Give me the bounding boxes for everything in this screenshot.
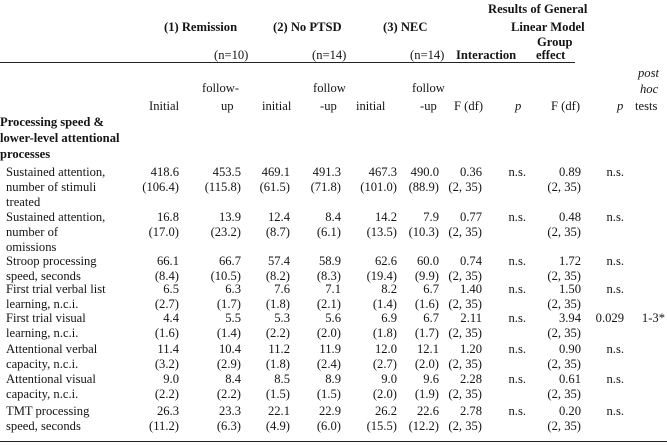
cell-group-effect-f: 0.20 — [558, 404, 581, 418]
cell-interaction-f-sd: (2, 35) — [448, 180, 482, 194]
cell-interaction-f: 2.78 — [459, 404, 482, 418]
cell-group-effect-p: 0.029 — [595, 311, 624, 325]
group-label: Group — [537, 35, 573, 49]
cell-interaction-f-sd: (2, 35) — [448, 326, 482, 340]
cell-interaction-f: 0.77 — [459, 210, 482, 224]
cell-initial-3-sd: (15.5) — [366, 419, 397, 433]
cell-followup-1: 10.4 — [218, 342, 241, 356]
cell-initial-3-sd: (1.4) — [372, 297, 397, 311]
cell-initial-3: 9.0 — [381, 372, 397, 386]
cell-followup-1-sd: (2.2) — [216, 387, 241, 401]
cell-interaction-p: n.s. — [508, 404, 526, 418]
n-group2: (n=14) — [312, 48, 347, 62]
cell-interaction-p: n.s. — [508, 165, 526, 179]
cell-followup-3-sd: (1.9) — [414, 387, 439, 401]
p-header-1: p — [515, 99, 522, 113]
cell-group-effect-f-sd: (2, 35) — [547, 357, 581, 371]
cell-followup-2-sd: (6.0) — [316, 419, 341, 433]
cell-initial-2-sd: (1.8) — [265, 297, 290, 311]
cell-followup-1-sd: (2.9) — [216, 357, 241, 371]
cell-followup-2-sd: (6.1) — [316, 225, 341, 239]
cell-followup-1-sd: (115.8) — [204, 180, 241, 194]
section-title-line2: lower-level attentional — [0, 131, 120, 145]
cell-group-effect-f: 0.61 — [558, 372, 581, 386]
cell-initial-1: 66.1 — [156, 254, 179, 268]
cell-initial-1-sd: (1.6) — [154, 326, 179, 340]
followup-header-1a: follow- — [202, 81, 240, 95]
cell-followup-2: 8.9 — [325, 372, 341, 386]
cell-initial-2: 22.1 — [267, 404, 290, 418]
cell-group-effect-p: n.s. — [606, 404, 624, 418]
followup-header-3b: -up — [420, 99, 437, 113]
cell-initial-3-sd: (2.0) — [372, 387, 397, 401]
cell-followup-1: 5.5 — [225, 311, 241, 325]
row-label: number of — [6, 225, 59, 239]
followup-header-3a: follow — [412, 81, 445, 95]
cell-followup-2: 5.6 — [325, 311, 341, 325]
cell-group-effect-p: n.s. — [606, 342, 624, 356]
cell-group-effect-p: n.s. — [606, 210, 624, 224]
initial-header-3: initial — [356, 99, 386, 113]
cell-followup-3: 22.6 — [416, 404, 439, 418]
cell-interaction-f: 0.36 — [459, 165, 482, 179]
cell-initial-1: 9.0 — [163, 372, 179, 386]
cell-group-effect-p: n.s. — [606, 165, 624, 179]
cell-initial-2-sd: (1.8) — [265, 357, 290, 371]
row-label: omissions — [6, 240, 57, 254]
cell-followup-1-sd: (6.3) — [216, 419, 241, 433]
cell-initial-1: 6.5 — [163, 282, 179, 296]
followup-header-2a: follow — [313, 81, 346, 95]
cell-interaction-f: 1.40 — [459, 282, 482, 296]
cell-initial-3: 8.2 — [381, 282, 397, 296]
cell-followup-3-sd: (9.9) — [414, 269, 439, 283]
bottom-rule — [0, 441, 667, 442]
cell-followup-3-sd: (10.3) — [408, 225, 439, 239]
cell-interaction-f: 0.74 — [459, 254, 482, 268]
cell-followup-3: 9.6 — [423, 372, 439, 386]
cell-interaction-f-sd: (2, 35) — [448, 297, 482, 311]
posthoc-header-line2: hoc — [640, 82, 659, 96]
cell-initial-2-sd: (1.5) — [265, 387, 290, 401]
cell-initial-3-sd: (19.4) — [366, 269, 397, 283]
cell-initial-1: 418.6 — [150, 165, 179, 179]
cell-initial-3-sd: (101.0) — [360, 180, 397, 194]
cell-followup-3: 7.9 — [423, 210, 439, 224]
cell-interaction-f: 1.20 — [459, 342, 482, 356]
initial-header-2: initial — [262, 99, 292, 113]
row-label: Sustained attention, — [6, 210, 106, 224]
cell-initial-1-sd: (8.4) — [154, 269, 179, 283]
cell-followup-2: 8.4 — [325, 210, 341, 224]
cell-followup-2-sd: (8.3) — [316, 269, 341, 283]
followup-header-2b: -up — [320, 99, 337, 113]
cell-followup-2: 7.1 — [325, 282, 341, 296]
cell-interaction-p: n.s. — [508, 282, 526, 296]
cell-followup-2: 22.9 — [318, 404, 341, 418]
cell-initial-3-sd: (2.7) — [372, 357, 397, 371]
cell-initial-3: 14.2 — [374, 210, 397, 224]
results-title-line2: Linear Model — [511, 20, 585, 34]
cell-initial-1-sd: (2.2) — [154, 387, 179, 401]
cell-group-effect-f: 0.89 — [558, 165, 581, 179]
cell-interaction-p: n.s. — [508, 342, 526, 356]
cell-interaction-f: 2.28 — [459, 372, 482, 386]
group2-header: (2) No PTSD — [273, 20, 342, 34]
cell-initial-2: 8.5 — [274, 372, 290, 386]
row-label: Sustained attention, — [6, 165, 106, 179]
section-title-line3: processes — [0, 147, 51, 161]
f-df-header-1: F (df) — [454, 99, 484, 113]
cell-followup-3: 490.0 — [410, 165, 439, 179]
cell-group-effect-f-sd: (2, 35) — [547, 225, 581, 239]
f-df-header-2: F (df) — [551, 99, 581, 113]
cell-interaction-p: n.s. — [508, 210, 526, 224]
cell-posthoc: 1-3* — [641, 311, 665, 325]
cell-followup-1-sd: (1.4) — [216, 326, 241, 340]
cell-group-effect-p: n.s. — [606, 254, 624, 268]
cell-initial-2: 12.4 — [267, 210, 290, 224]
cell-followup-2: 11.9 — [319, 342, 341, 356]
cell-followup-3: 6.7 — [423, 311, 439, 325]
cell-initial-3: 12.0 — [374, 342, 397, 356]
cell-group-effect-f: 3.94 — [558, 311, 581, 325]
cell-initial-1-sd: (17.0) — [148, 225, 179, 239]
cell-initial-3: 26.2 — [374, 404, 397, 418]
cell-initial-2: 7.6 — [274, 282, 290, 296]
row-label: capacity, n.c.i. — [6, 357, 79, 371]
cell-initial-2-sd: (2.2) — [265, 326, 290, 340]
cell-initial-2-sd: (8.2) — [265, 269, 290, 283]
cell-followup-1: 6.3 — [225, 282, 241, 296]
cell-followup-1-sd: (1.7) — [216, 297, 241, 311]
cell-followup-1: 8.4 — [225, 372, 241, 386]
row-label: speed, seconds — [6, 269, 81, 283]
results-title-line1: Results of General — [488, 2, 588, 16]
initial-header-1: Initial — [149, 99, 180, 113]
cell-group-effect-f: 0.90 — [558, 342, 581, 356]
cell-followup-2-sd: (2.4) — [316, 357, 341, 371]
cell-initial-2: 11.2 — [268, 342, 290, 356]
cell-initial-1-sd: (11.2) — [149, 419, 179, 433]
cell-group-effect-f-sd: (2, 35) — [547, 387, 581, 401]
row-label: Attentional visual — [6, 372, 96, 386]
interaction-header: Interaction — [456, 48, 517, 62]
cell-group-effect-f: 0.48 — [558, 210, 581, 224]
cell-followup-3-sd: (1.6) — [414, 297, 439, 311]
cell-followup-1: 13.9 — [218, 210, 241, 224]
cell-followup-1: 66.7 — [218, 254, 241, 268]
cell-initial-2-sd: (61.5) — [259, 180, 290, 194]
cell-followup-3: 12.1 — [416, 342, 439, 356]
cell-initial-2: 57.4 — [267, 254, 290, 268]
cell-followup-2-sd: (71.8) — [310, 180, 341, 194]
cell-followup-3-sd: (12.2) — [408, 419, 439, 433]
row-label: number of stimuli — [6, 180, 97, 194]
followup-header-1b: up — [221, 99, 234, 113]
row-label: Attentional verbal — [6, 342, 98, 356]
row-label: capacity, n.c.i. — [6, 387, 79, 401]
cell-initial-3-sd: (1.8) — [372, 326, 397, 340]
cell-followup-1: 23.3 — [218, 404, 241, 418]
cell-group-effect-f: 1.50 — [558, 282, 581, 296]
cell-interaction-f-sd: (2, 35) — [448, 269, 482, 283]
cell-followup-1-sd: (23.2) — [210, 225, 241, 239]
cell-interaction-p: n.s. — [508, 311, 526, 325]
cell-interaction-f: 2.11 — [460, 311, 482, 325]
group3-header: (3) NEC — [383, 20, 428, 34]
cell-followup-1: 453.5 — [212, 165, 241, 179]
cell-group-effect-p: n.s. — [606, 372, 624, 386]
n-group3: (n=14) — [410, 48, 445, 62]
cell-followup-3-sd: (88.9) — [408, 180, 439, 194]
row-label: First trial visual — [6, 311, 86, 325]
cell-initial-3: 467.3 — [368, 165, 397, 179]
row-label: speed, seconds — [6, 419, 81, 433]
cell-interaction-f-sd: (2, 35) — [448, 387, 482, 401]
cell-group-effect-f-sd: (2, 35) — [547, 180, 581, 194]
cell-initial-3: 6.9 — [381, 311, 397, 325]
cell-initial-2-sd: (4.9) — [265, 419, 290, 433]
p-header-2: p — [617, 99, 624, 113]
cell-group-effect-f-sd: (2, 35) — [547, 326, 581, 340]
posthoc-header-line1: post — [638, 66, 659, 80]
effect-header: effect — [536, 48, 566, 62]
cell-group-effect-f-sd: (2, 35) — [547, 297, 581, 311]
cell-initial-3-sd: (13.5) — [366, 225, 397, 239]
cell-initial-1: 26.3 — [156, 404, 179, 418]
cell-initial-2: 5.3 — [274, 311, 290, 325]
cell-interaction-f-sd: (2, 35) — [448, 225, 482, 239]
cell-followup-3: 60.0 — [416, 254, 439, 268]
cell-initial-1-sd: (3.2) — [154, 357, 179, 371]
cell-followup-2-sd: (2.1) — [316, 297, 341, 311]
cell-group-effect-f: 1.72 — [558, 254, 581, 268]
cell-group-effect-f-sd: (2, 35) — [547, 419, 581, 433]
group1-header: (1) Remission — [164, 20, 238, 34]
cell-followup-3-sd: (1.7) — [414, 326, 439, 340]
cell-followup-2: 58.9 — [318, 254, 341, 268]
row-label: First trial verbal list — [6, 282, 106, 296]
cell-initial-1-sd: (2.7) — [154, 297, 179, 311]
cell-followup-3-sd: (2.0) — [414, 357, 439, 371]
cell-group-effect-f-sd: (2, 35) — [547, 269, 581, 283]
header-rule — [0, 62, 575, 63]
cell-initial-1-sd: (106.4) — [142, 180, 179, 194]
row-label: TMT processing — [6, 404, 90, 418]
cell-followup-3: 6.7 — [423, 282, 439, 296]
cell-followup-2-sd: (1.5) — [316, 387, 341, 401]
cell-initial-3: 62.6 — [374, 254, 397, 268]
row-label: learning, n.c.i. — [6, 326, 79, 340]
cell-initial-1: 4.4 — [163, 311, 179, 325]
cell-followup-2-sd: (2.0) — [316, 326, 341, 340]
row-label: learning, n.c.i. — [6, 297, 79, 311]
cell-initial-2: 469.1 — [261, 165, 290, 179]
row-label: treated — [6, 195, 41, 209]
cell-initial-2-sd: (8.7) — [265, 225, 290, 239]
cell-initial-1: 11.4 — [157, 342, 179, 356]
section-title-line1: Processing speed & — [0, 115, 105, 129]
cell-interaction-p: n.s. — [508, 372, 526, 386]
cell-group-effect-p: n.s. — [606, 282, 624, 296]
cell-interaction-f-sd: (2, 35) — [448, 419, 482, 433]
row-label: Stroop processing — [6, 254, 97, 268]
n-group1: (n=10) — [214, 48, 249, 62]
cell-interaction-f-sd: (2, 35) — [448, 357, 482, 371]
cell-interaction-p: n.s. — [508, 254, 526, 268]
cell-followup-1-sd: (10.5) — [210, 269, 241, 283]
cell-initial-1: 16.8 — [156, 210, 179, 224]
posthoc-header-line3: tests — [635, 99, 658, 113]
cell-followup-2: 491.3 — [312, 165, 341, 179]
